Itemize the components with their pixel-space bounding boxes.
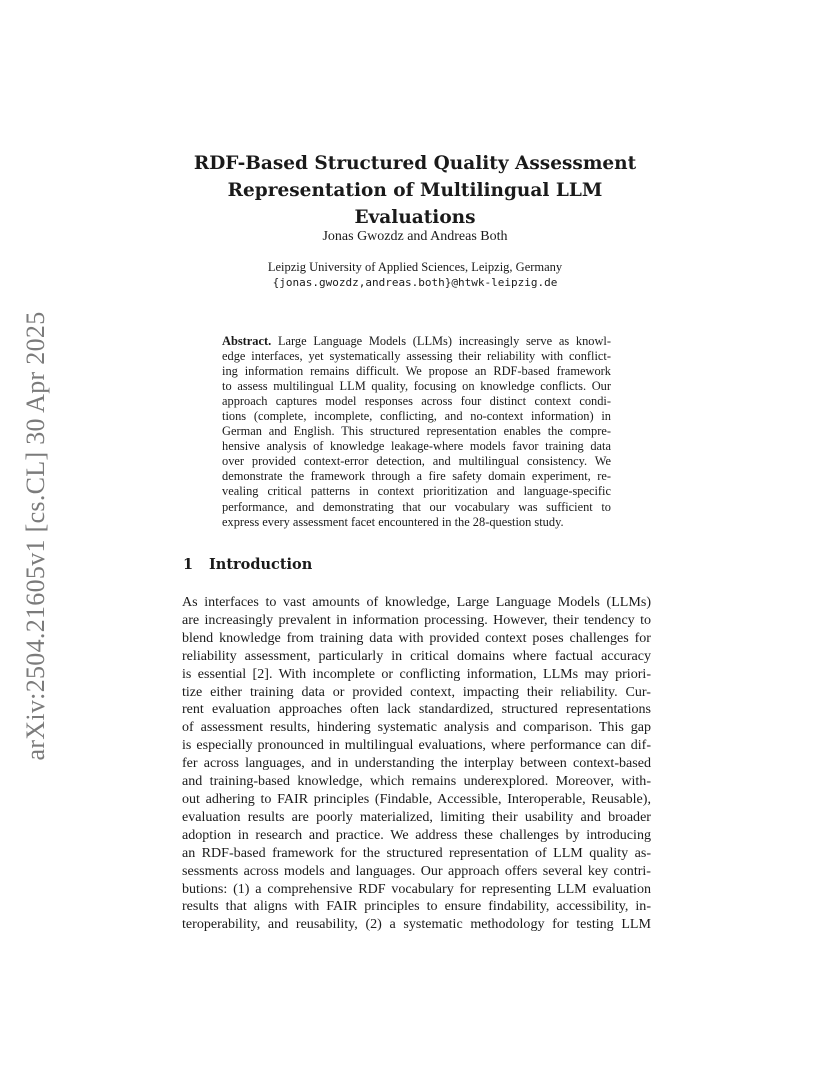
body-line: fer across languages, and in understanding the interplay between context-based xyxy=(182,755,651,772)
body-line: of assessment results, hindering systematic analysis and comparison. This gap xyxy=(182,719,651,736)
body-line: rent evaluation approaches often lack standardized, structured representations xyxy=(182,701,651,718)
section-title: Introduction xyxy=(209,556,313,573)
abstract-line: tions (complete, incomplete, conflicting, and no-context information) in xyxy=(222,409,611,424)
body-line: results that aligns with FAIR principles to ensure findability, accessibility, in- xyxy=(182,898,651,915)
body-line: reliability assessment, particularly in critical domains where factual accuracy xyxy=(182,647,651,664)
body-line: evaluation results are poorly materialized, limiting their usability and broader xyxy=(182,808,651,825)
body-line: and training-based knowledge, which remains underexplored. Moreover, with- xyxy=(182,773,651,790)
affiliation: Leipzig University of Applied Sciences, Leipzig, Germany xyxy=(267,260,563,274)
abstract-line: edge interfaces, yet systematically assessing their reliability with conflict- xyxy=(222,349,611,364)
section-heading-introduction xyxy=(183,556,312,573)
abstract-line: performance, and demonstrating that our vocabulary was sufficient to xyxy=(222,499,611,514)
abstract-label: Abstract. xyxy=(222,334,272,348)
body-line: out adhering to FAIR principles (Findable, Accessible, Interoperable, Reusable), xyxy=(182,790,651,807)
abstract xyxy=(222,334,611,530)
body-line: is especially pronounced in multilingual evaluations, where performance can dif- xyxy=(182,737,651,754)
author-list: Jonas Gwozdz and Andreas Both xyxy=(322,229,508,244)
body-line: are increasingly prevalent in information processing. However, their tendency to xyxy=(182,611,651,628)
abstract-line: demonstrate the framework through a fire safety domain experiment, re- xyxy=(222,469,611,484)
author-email: {jonas.gwozdz,andreas.both}@htwk-leipzig.de xyxy=(272,276,558,289)
title-line-1: RDF-Based Structured Quality Assessment xyxy=(193,153,637,174)
abstract-line: over provided context-error detection, and multilingual consistency. We xyxy=(222,454,611,469)
abstract-line: vealing critical patterns in context prioritization and language-specific xyxy=(222,484,611,499)
body-line: teroperability, and reusability, (2) a systematic methodology for testing LLM xyxy=(182,916,651,933)
abstract-line: to assess multilingual LLM quality, focusing on knowledge conflicts. Our xyxy=(222,379,611,394)
abstract-line: ing information remains difficult. We propose an RDF-based framework xyxy=(222,364,611,379)
abstract-line xyxy=(222,334,611,349)
paper-title xyxy=(180,150,650,231)
body-line: butions: (1) a comprehensive RDF vocabulary for representing LLM evaluation xyxy=(182,880,651,897)
body-line: an RDF-based framework for the structured representation of LLM quality as- xyxy=(182,844,651,861)
body-line: adoption in research and practice. We address these challenges by introducing xyxy=(182,826,651,843)
introduction-body xyxy=(182,594,651,934)
body-line: is essential [2]. With incomplete or conflicting information, LLMs may priori- xyxy=(182,665,651,682)
arxiv-identifier: arXiv:2504.21605v1 [cs.CL] 30 Apr 2025 xyxy=(21,311,50,761)
affiliation-block xyxy=(180,259,650,291)
body-line: blend knowledge from training data with provided context poses challenges for xyxy=(182,629,651,646)
abstract-line: hensive analysis of knowledge leakage-where models favor training data xyxy=(222,439,611,454)
body-line: sessments across models and languages. Our approach offers several key contri- xyxy=(182,862,651,879)
body-line: tize either training data or provided context, impacting their reliability. Cur- xyxy=(182,683,651,700)
abstract-line: express every assessment facet encountered in the 28-question study. xyxy=(222,514,564,529)
section-number: 1 xyxy=(183,556,194,573)
abstract-line: German and English. This structured representation enables the compre- xyxy=(222,424,611,439)
body-line: As interfaces to vast amounts of knowledge, Large Language Models (LLMs) xyxy=(182,594,651,610)
abstract-line: approach captures model responses across four distinct context condi- xyxy=(222,394,611,409)
abstract-line-text: Large Language Models (LLMs) increasingly serve as knowl- xyxy=(277,334,611,348)
title-line-2: Representation of Multilingual LLM Evaluations xyxy=(227,180,603,228)
